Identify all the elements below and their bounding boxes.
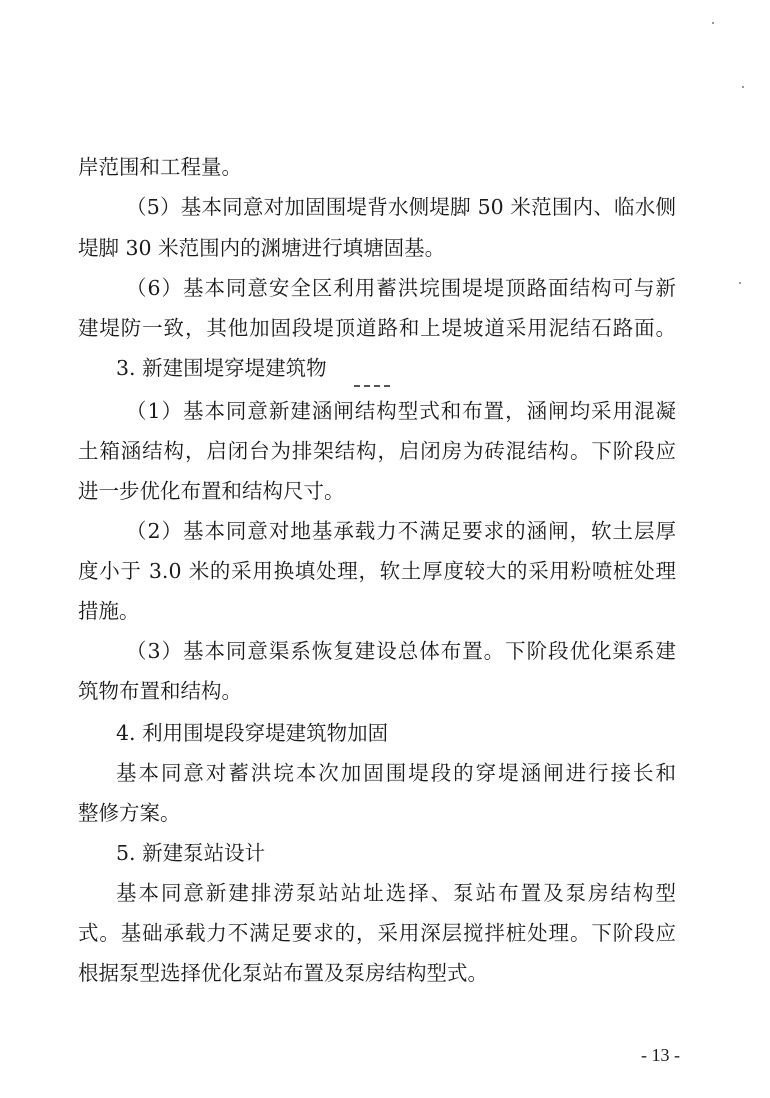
text-line: 根据泵型选择优化泵站布置及泵房结构型式。: [78, 961, 488, 985]
text-line: 堤脚 30 米范围内的渊塘进行填塘固基。: [78, 236, 446, 260]
page-number: - 13 -: [641, 1045, 680, 1065]
text-line: （1）基本同意新建涵闸结构型式和布置，涵闸均采用混凝: [126, 399, 676, 423]
text-line: （5）基本同意对加固围堤背水侧堤脚 50 米范围内、临水侧: [126, 195, 676, 219]
scan-speck: [712, 22, 714, 24]
text-line: 度小于 3.0 米的采用换填处理，软土厚度较大的采用粉喷桩处理: [78, 559, 676, 583]
text-line: （3）基本同意渠系恢复建设总体布置。下阶段优化渠系建: [126, 639, 676, 663]
text-line: 进一步优化布置和结构尺寸。: [78, 479, 345, 503]
section-heading: 5. 新建泵站设计: [116, 841, 266, 865]
section-heading: 3. 新建围堤穿堤建筑物: [116, 356, 327, 380]
text-line: 土箱涵结构，启闭台为排架结构，启闭房为砖混结构。下阶段应: [78, 439, 676, 463]
scan-mark: [354, 385, 390, 390]
section-heading: 4. 利用围堤段穿堤建筑物加固: [116, 721, 389, 745]
text-line: 岸范围和工程量。: [78, 155, 242, 179]
text-line: 基本同意对蓄洪垸本次加固围堤段的穿堤涵闸进行接长和: [116, 761, 676, 785]
text-line: 基本同意新建排涝泵站站址选择、泵站布置及泵房结构型: [116, 881, 676, 905]
text-line: 建堤防一致，其他加固段堤顶道路和上堤坡道采用泥结石路面。: [78, 316, 676, 340]
text-line: 筑物布置和结构。: [78, 679, 242, 703]
text-line: 措施。: [78, 599, 140, 623]
scan-speck: [739, 282, 741, 284]
scan-speck: [742, 86, 744, 88]
text-line: 式。基础承载力不满足要求的，采用深层搅拌桩处理。下阶段应: [78, 921, 676, 945]
text-line: （2）基本同意对地基承载力不满足要求的涵闸，软土层厚: [126, 519, 676, 543]
text-line: （6）基本同意安全区利用蓄洪垸围堤堤顶路面结构可与新: [126, 276, 676, 300]
text-line: 整修方案。: [78, 801, 181, 825]
